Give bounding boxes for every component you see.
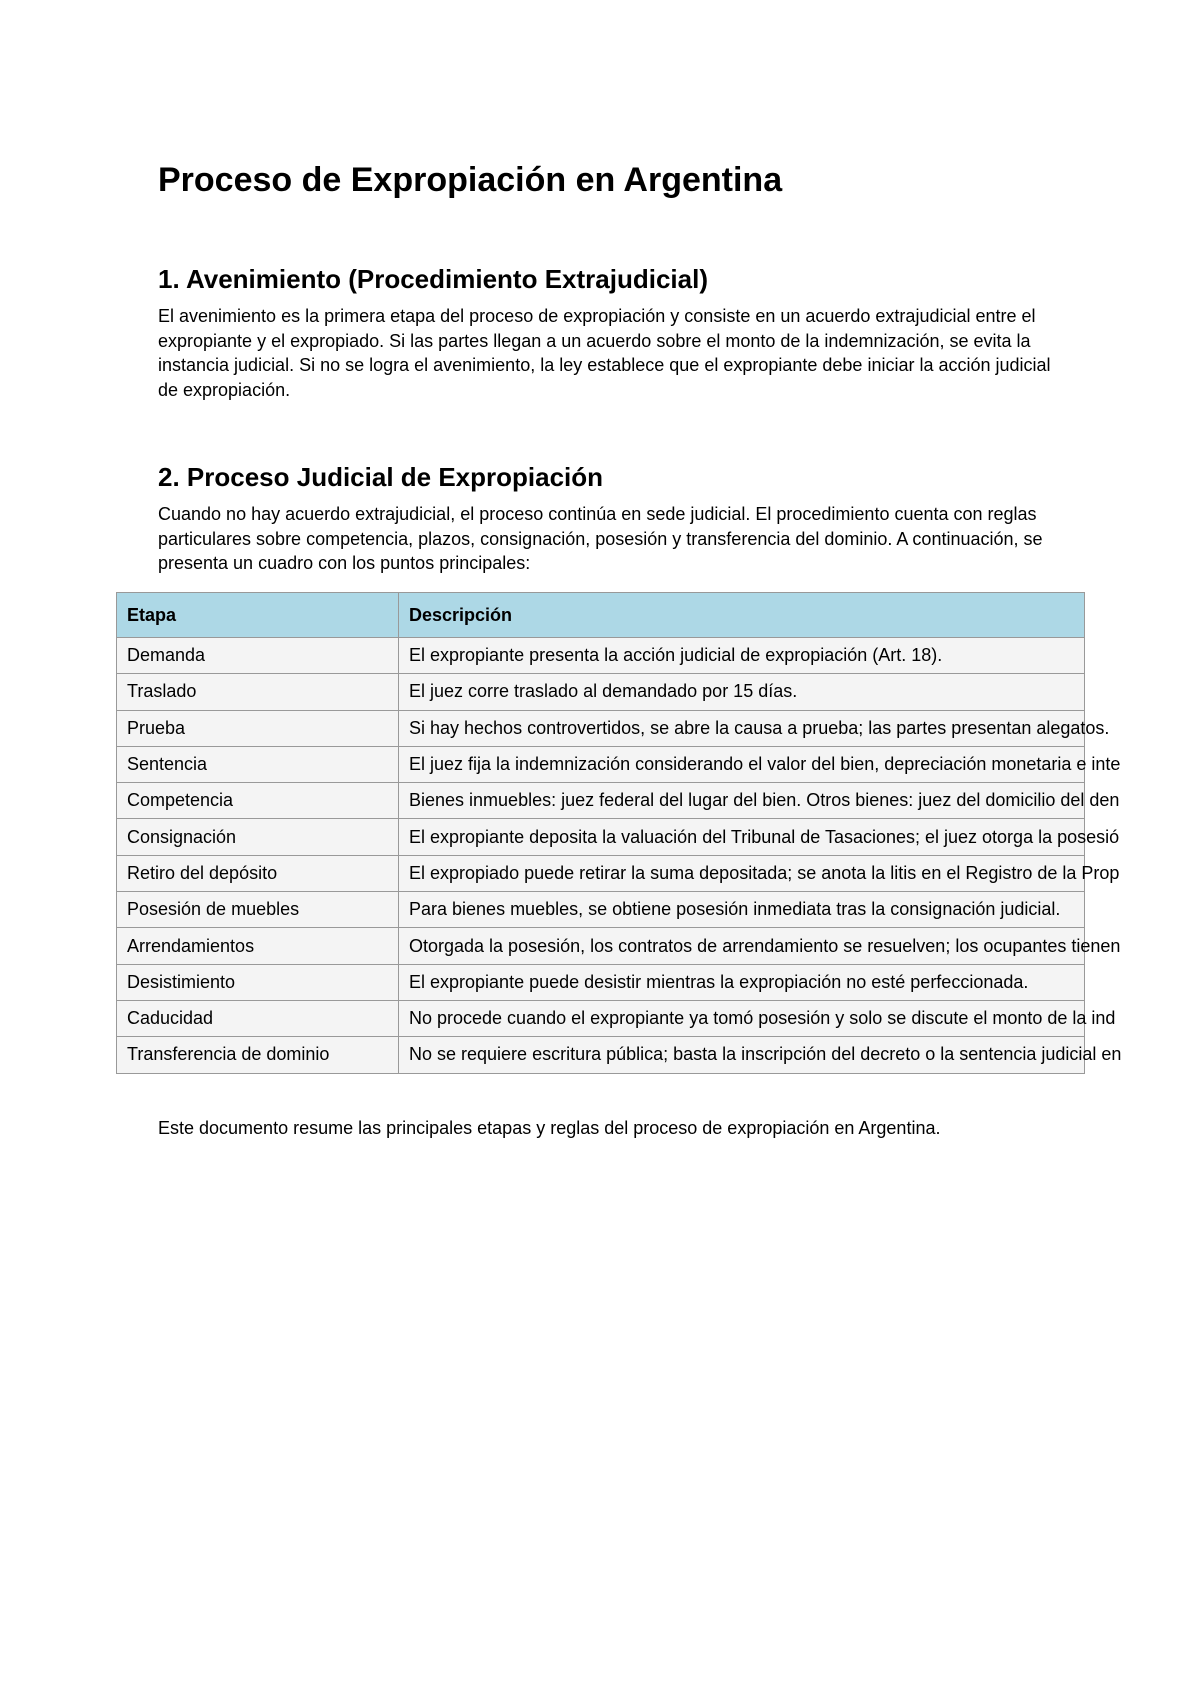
table-header-etapa: Etapa xyxy=(117,593,399,638)
table-row xyxy=(117,892,1085,928)
table-cell-descripcion: Otorgada la posesión, los contratos de arrendamiento se resuelven; los ocupantes tienen xyxy=(399,928,1085,964)
table-row xyxy=(117,746,1085,782)
document-footer-note: Este documento resume las principales etapas y reglas del proceso de expropiación en Argentina. xyxy=(158,1118,941,1138)
table-cell-descripcion: No se requiere escritura pública; basta la inscripción del decreto o la sentencia judicial en xyxy=(399,1037,1085,1073)
table-cell-etapa: Demanda xyxy=(117,638,399,674)
document-content xyxy=(158,150,1058,576)
table-cell-etapa: Posesión de muebles xyxy=(117,892,399,928)
table-cell-etapa: Prueba xyxy=(117,710,399,746)
section-paragraph-proceso-judicial: Cuando no hay acuerdo extrajudicial, el proceso continúa en sede judicial. El procedimiento cuenta con reglas particulares sobre competencia, plazos, consignación, posesión y transferencia del dominio. A continuación, se presenta un cuadro con los puntos principales: xyxy=(158,504,1043,573)
table-row xyxy=(117,1000,1085,1036)
table-cell-etapa: Consignación xyxy=(117,819,399,855)
table-cell-descripcion: Si hay hechos controvertidos, se abre la causa a prueba; las partes presentan alegatos. xyxy=(399,710,1085,746)
table-row xyxy=(117,855,1085,891)
table-cell-descripcion: El juez corre traslado al demandado por 15 días. xyxy=(399,674,1085,710)
table-cell-etapa: Competencia xyxy=(117,783,399,819)
table-cell-etapa: Arrendamientos xyxy=(117,928,399,964)
table-row xyxy=(117,638,1085,674)
table-cell-descripcion: El expropiante puede desistir mientras la expropiación no esté perfeccionada. xyxy=(399,964,1085,1000)
table-row xyxy=(117,928,1085,964)
table-cell-etapa: Transferencia de dominio xyxy=(117,1037,399,1073)
table-row xyxy=(117,674,1085,710)
table-row xyxy=(117,783,1085,819)
table-header-descripcion: Descripción xyxy=(399,593,1085,638)
section-heading-proceso-judicial: 2. Proceso Judicial de Expropiación xyxy=(158,462,604,492)
table-cell-descripcion: Bienes inmuebles: juez federal del lugar del bien. Otros bienes: juez del domicilio del den xyxy=(399,783,1085,819)
table-row xyxy=(117,964,1085,1000)
table-cell-etapa: Sentencia xyxy=(117,746,399,782)
stages-table-container xyxy=(116,592,1122,1074)
stages-table xyxy=(116,592,1122,1074)
table-row xyxy=(117,710,1085,746)
section-heading-avenimiento: 1. Avenimiento (Procedimiento Extrajudicial) xyxy=(158,264,708,294)
table-cell-descripcion: El expropiante presenta la acción judicial de expropiación (Art. 18). xyxy=(399,638,1085,674)
table-row xyxy=(117,819,1085,855)
section-paragraph-avenimiento: El avenimiento es la primera etapa del proceso de expropiación y consiste en un acuerdo extrajudicial entre el expropiante y el expropiado. Si las partes llegan a un acuerdo sobre el monto de la indemnización, se evita la instancia judicial. Si no se logra el avenimiento, la ley establece que el expropiante debe iniciar la acción judicial de expropiación. xyxy=(158,306,1051,400)
table-cell-descripcion: No procede cuando el expropiante ya tomó posesión y solo se discute el monto de la ind xyxy=(399,1000,1085,1036)
table-cell-descripcion: El juez fija la indemnización considerando el valor del bien, depreciación monetaria e inte xyxy=(399,746,1085,782)
table-cell-etapa: Caducidad xyxy=(117,1000,399,1036)
table-header-row xyxy=(117,593,1085,638)
table-cell-descripcion: El expropiante deposita la valuación del Tribunal de Tasaciones; el juez otorga la posesió xyxy=(399,819,1085,855)
table-row xyxy=(117,1037,1085,1073)
table-cell-etapa: Traslado xyxy=(117,674,399,710)
document-title: Proceso de Expropiación en Argentina xyxy=(158,161,783,199)
table-cell-descripcion: El expropiado puede retirar la suma depositada; se anota la litis en el Registro de la Prop xyxy=(399,855,1085,891)
table-cell-descripcion: Para bienes muebles, se obtiene posesión inmediata tras la consignación judicial. xyxy=(399,892,1085,928)
table-cell-etapa: Retiro del depósito xyxy=(117,855,399,891)
table-cell-etapa: Desistimiento xyxy=(117,964,399,1000)
